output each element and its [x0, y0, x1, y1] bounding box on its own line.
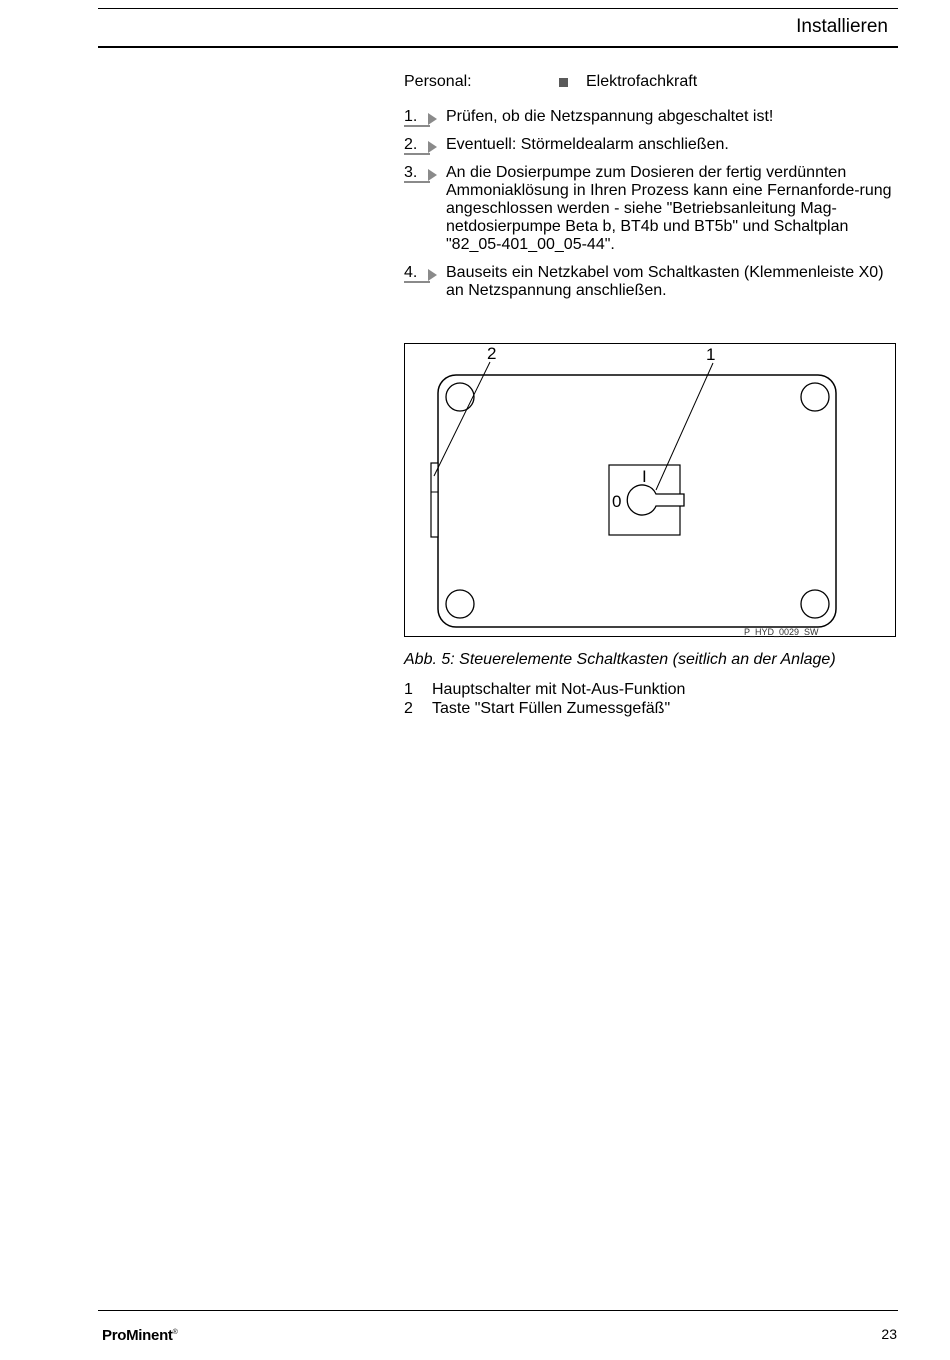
section-title: Installieren	[796, 16, 888, 37]
legend-number: 2	[404, 700, 413, 717]
page-number: 23	[881, 1326, 897, 1342]
logo-text: ProMinent	[102, 1327, 173, 1344]
figure-code: P_HYD_0029_SW	[744, 627, 819, 637]
square-bullet-icon	[559, 78, 568, 87]
step-text: Bauseits ein Netzkabel vom Schaltkasten (Klemmenleiste X0) an Netzspannung anschließen.	[446, 264, 884, 299]
step-underline	[404, 153, 430, 155]
prominent-logo	[102, 1327, 178, 1344]
step-2	[404, 136, 904, 154]
control-box-drawing	[405, 344, 897, 638]
step-underline	[404, 281, 430, 283]
legend-text: Taste "Start Füllen Zumessgefäß"	[432, 700, 671, 717]
step-arrow-icon	[428, 269, 437, 281]
personal-value: Elektrofachkraft	[586, 73, 698, 90]
mounting-hole	[801, 590, 829, 618]
switch-on-label: I	[642, 467, 647, 486]
step-4	[404, 264, 904, 300]
step-text: Eventuell: Störmeldealarm anschließen.	[446, 136, 729, 153]
step-number: 3.	[404, 164, 418, 181]
step-number: 4.	[404, 264, 418, 281]
control-box-figure	[404, 343, 896, 637]
callout-2: 2	[487, 344, 497, 363]
step-underline	[404, 181, 430, 183]
step-number: 1.	[404, 108, 418, 125]
legend-item	[404, 699, 685, 718]
step-arrow-icon	[428, 141, 437, 153]
callout-line-1	[656, 363, 713, 490]
step-3	[404, 164, 904, 254]
footer-rule	[98, 1310, 898, 1311]
instructions	[404, 72, 904, 310]
switch-off-label: 0	[612, 492, 622, 511]
legend-text: Hauptschalter mit Not-Aus-Funktion	[432, 681, 686, 698]
registered-mark: ®	[172, 1329, 178, 1336]
step-number: 2.	[404, 136, 418, 153]
callout-line-2	[434, 362, 490, 476]
legend-item	[404, 680, 685, 699]
mounting-hole	[801, 383, 829, 411]
mounting-hole	[446, 590, 474, 618]
header-bottom-rule	[98, 46, 898, 48]
step-arrow-icon	[428, 113, 437, 125]
figure-caption: Abb. 5: Steuerelemente Schaltkasten (seitlich an der Anlage)	[404, 651, 836, 668]
mounting-hole	[446, 383, 474, 411]
personal-row	[404, 72, 904, 92]
header-top-rule	[98, 8, 898, 9]
step-1	[404, 108, 904, 126]
callout-1: 1	[706, 345, 716, 364]
step-text: An die Dosierpumpe zum Dosieren der fertig verdünnten Ammoniaklösung in Ihren Prozess kann eine Fernanforde-rung angeschlossen werden - siehe "Betriebsanleitung Mag-netdosierpumpe Beta b, BT4b und BT5b" und Schaltplan "82_05-401_00_05-44".	[446, 164, 892, 253]
step-text: Prüfen, ob die Netzspannung abgeschaltet ist!	[446, 108, 774, 125]
figure-legend	[404, 680, 685, 718]
personal-label: Personal:	[404, 73, 472, 90]
step-underline	[404, 125, 430, 127]
legend-number: 1	[404, 681, 413, 698]
step-arrow-icon	[428, 169, 437, 181]
